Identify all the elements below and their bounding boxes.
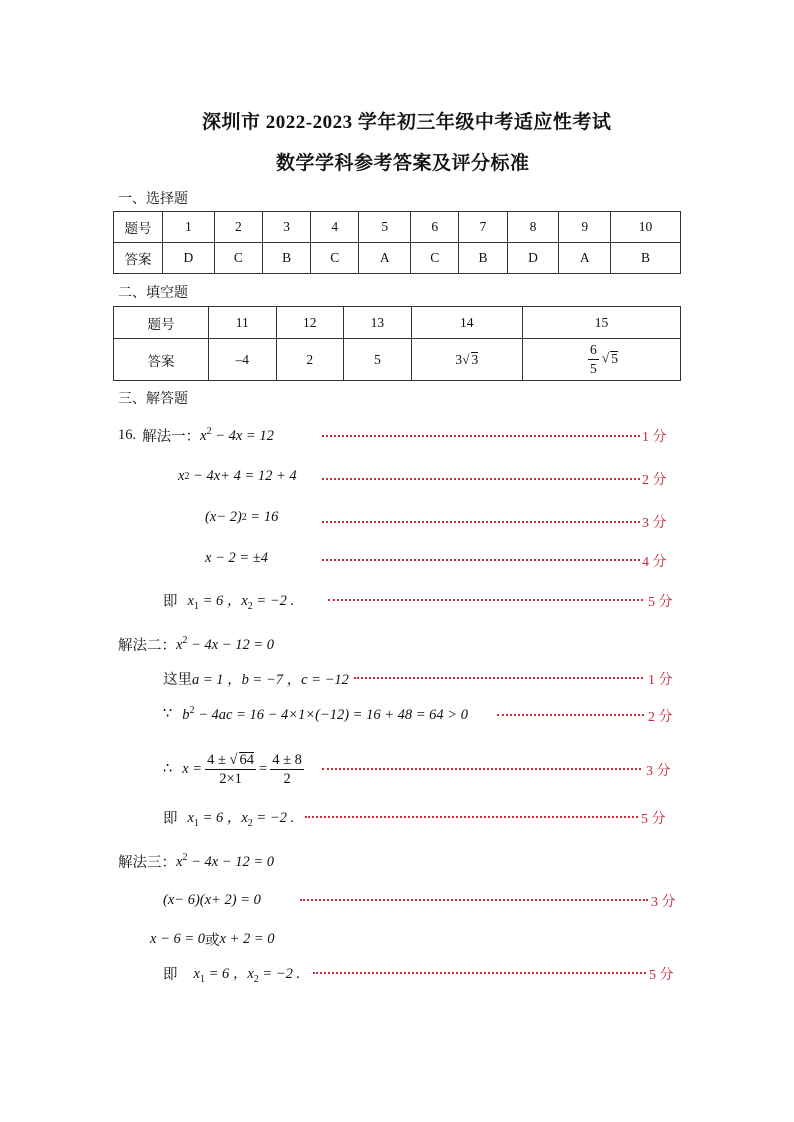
score-label: 5 分 <box>641 812 666 827</box>
answer-cell: 3√ 3 <box>411 339 522 381</box>
answer-cell: B <box>262 243 310 274</box>
answer-cell: B <box>611 243 681 274</box>
radicand: 3 <box>471 351 479 367</box>
question-number: 12 <box>276 307 344 339</box>
solution-line: 16. 解法一： $x^2 - 4x = 12$ <box>118 425 274 445</box>
answer-cell: 2 <box>276 339 344 381</box>
question-number: 9 <box>559 212 611 243</box>
section-heading-solve: 三、解答题 <box>118 392 188 407</box>
answer-cell: A <box>559 243 611 274</box>
answer-cell: 5 <box>344 339 412 381</box>
leader-dots <box>300 899 648 901</box>
question-number: 5 <box>359 212 411 243</box>
solution-line: ( x − 6)( x + 2) = 0 <box>163 891 261 908</box>
leader-dots <box>322 521 640 523</box>
score-label: 1 分 <box>648 673 673 688</box>
ji-label: 即 <box>163 966 178 983</box>
question-number: 13 <box>344 307 412 339</box>
solution-line: 解法三： $x^2 - 4x - 12 = 0$ <box>118 851 274 871</box>
question-number: 11 <box>209 307 277 339</box>
solution-line: x 2 − 4 x + 4 = 12 + 4 <box>178 467 297 484</box>
answer-cell: $\frac{6}{5}$ √ 5 <box>523 339 681 381</box>
answer-cell: D <box>507 243 559 274</box>
leader-dots <box>322 559 640 561</box>
section-heading-fill: 二、填空题 <box>118 286 188 301</box>
here-label: 这里 <box>163 671 192 688</box>
answer-cell: B <box>459 243 507 274</box>
answer-cell: C <box>214 243 262 274</box>
leader-dots <box>322 435 640 437</box>
question-number: 1 <box>163 212 215 243</box>
coefficient: 3 <box>455 351 463 367</box>
leader-dots <box>328 599 643 601</box>
therefore-symbol: ∴ <box>163 760 173 777</box>
solution-line: x − 2 = ±4 <box>205 549 268 566</box>
score-label: 2 分 <box>648 710 673 725</box>
score-label: 1 分 <box>642 430 667 445</box>
question-number: 3 <box>262 212 310 243</box>
method-label: 解法一： <box>142 428 201 445</box>
method-label: 解法二： <box>118 637 176 654</box>
fill-answer-table <box>113 306 681 381</box>
answer-cell: D <box>163 243 215 274</box>
question-number: 6 <box>411 212 459 243</box>
leader-dots <box>497 714 644 716</box>
fraction-numerator: 6 <box>588 341 599 360</box>
question-number: 2 <box>214 212 262 243</box>
question-number: 15 <box>523 307 681 339</box>
answer-cell: A <box>359 243 411 274</box>
answer-cell: C <box>311 243 359 274</box>
ji-label: 即 <box>163 810 178 827</box>
solution-line: 这里 a = 1 ，b = −7 ，c = −12 <box>163 666 349 690</box>
ji-label: 即 <box>163 593 178 610</box>
leader-dots <box>354 677 643 679</box>
question-number: 16. <box>118 426 137 443</box>
question-number: 10 <box>611 212 681 243</box>
page-title-line2: 数学学科参考答案及评分标准 <box>276 153 530 174</box>
answer-cell: C <box>411 243 459 274</box>
solution-line: ∵ $b^2 - 4ac = 16 - 4\times 1\times(-12) = 16 + 48 = 64 > 0$ <box>163 704 468 723</box>
solution-line: ( x − 2) 2 = 16 <box>205 508 279 525</box>
solution-line: 即 $x_1 = 6$ ，$x_2 = -2$ . <box>163 805 294 829</box>
score-label: 3 分 <box>646 764 671 779</box>
score-label: 3 分 <box>651 895 676 910</box>
solution-line: ∴ x = $\frac{4 \pm √ 64}{2\times 1}$ = $\frac{4 \pm 8}{2}$ <box>163 751 302 787</box>
or-label: 或 <box>205 932 220 949</box>
row-label-answer: 答案 <box>114 339 209 381</box>
question-number: 8 <box>507 212 559 243</box>
leader-dots <box>322 768 641 770</box>
score-label: 5 分 <box>649 968 674 983</box>
table-row-answers <box>114 243 681 274</box>
row-label-question: 题号 <box>114 307 209 339</box>
score-label: 5 分 <box>648 595 673 610</box>
score-label: 3 分 <box>642 516 667 531</box>
leader-dots <box>305 816 638 818</box>
solution-line: x − 6 = 0 或 x + 2 = 0 <box>150 930 275 949</box>
leader-dots <box>322 478 640 480</box>
leader-dots <box>313 972 646 974</box>
table-row-questions <box>114 307 681 339</box>
answer-cell: –4 <box>209 339 277 381</box>
choice-answer-table <box>113 211 681 274</box>
question-number: 7 <box>459 212 507 243</box>
fraction-denominator: 5 <box>590 361 597 376</box>
score-label: 4 分 <box>642 555 667 570</box>
because-symbol: ∵ <box>163 705 173 722</box>
solution-line: 解法二： $x^2 - 4x - 12 = 0$ <box>118 634 274 654</box>
table-row-answers <box>114 339 681 381</box>
solution-line: 即 $x_1 = 6$ ，$x_2 = -2$ . <box>163 588 294 612</box>
question-number: 4 <box>311 212 359 243</box>
question-number: 14 <box>411 307 522 339</box>
score-label: 2 分 <box>642 473 667 488</box>
radicand: 5 <box>611 350 618 366</box>
section-heading-choice: 一、选择题 <box>118 192 188 207</box>
page-title-line1: 深圳市 2022-2023 学年初三年级中考适应性考试 <box>202 112 612 133</box>
table-row-questions <box>114 212 681 243</box>
row-label-question: 题号 <box>114 212 163 243</box>
solution-line: 即 $x_1 = 6$ ，$x_2 = -2$ . <box>163 961 300 985</box>
method-label: 解法三： <box>118 854 176 871</box>
row-label-answer: 答案 <box>114 243 163 274</box>
